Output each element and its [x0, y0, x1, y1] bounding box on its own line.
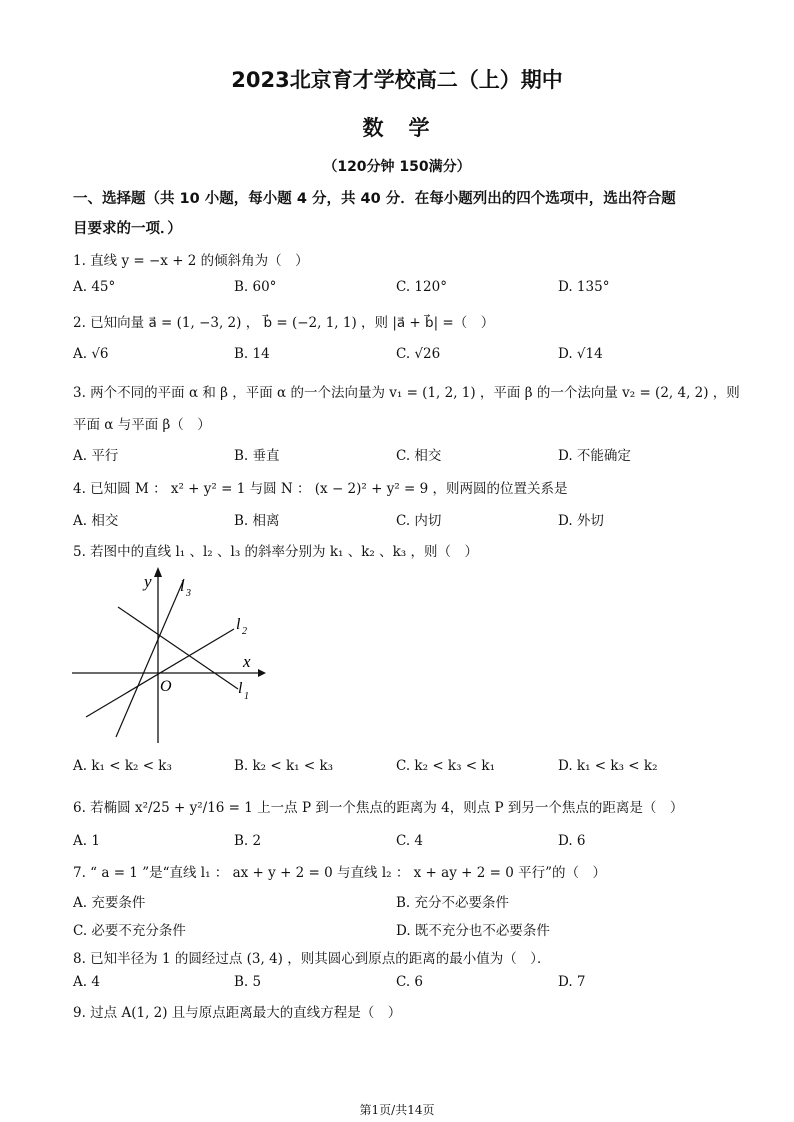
- question-9: 9. 过点 A(1, 2) 且与原点距离最大的直线方程是（ ）: [73, 1005, 402, 1021]
- q6-option-b: B. 2: [234, 833, 262, 849]
- q2-option-d: D. √14: [558, 346, 603, 362]
- q2-option-a: A. √6: [73, 346, 109, 362]
- section-heading-line1: 一、选择题（共 10 小题，每小题 4 分，共 40 分．在每小题列出的四个选项中，选出符合题: [73, 191, 676, 207]
- q3-option-d: D. 不能确定: [558, 448, 631, 464]
- page-title: 2023北京育才学校高二（上）期中: [231, 68, 563, 92]
- q4-option-a: A. 相交: [73, 513, 119, 529]
- q7-option-d: D. 既不充分也不必要条件: [396, 923, 550, 939]
- l3-label: l: [180, 578, 185, 595]
- q1-option-c: C. 120°: [396, 279, 447, 295]
- question-4: 4. 已知圆 M ： x² + y² = 1 与圆 N ： (x − 2)² + y² = 9 ，则两圆的位置关系是: [73, 481, 568, 497]
- q8-option-a: A. 4: [73, 974, 100, 990]
- q5-option-c: C. k₂ < k₃ < k₁: [396, 758, 495, 774]
- q6-option-c: C. 4: [396, 833, 424, 849]
- q6-option-d: D. 6: [558, 833, 586, 849]
- q4-option-c: C. 内切: [396, 513, 442, 529]
- question-7: 7. “ a = 1 ”是“直线 l₁ ： ax + y + 2 = 0 与直线 l₂ ： x + ay + 2 = 0 平行”的（ ）: [73, 865, 606, 881]
- q4-option-d: D. 外切: [558, 513, 604, 529]
- q5-option-b: B. k₂ < k₁ < k₃: [234, 758, 334, 774]
- q3-option-a: A. 平行: [73, 448, 119, 464]
- q5-option-a: A. k₁ < k₂ < k₃: [73, 758, 172, 774]
- q1-option-d: D. 135°: [558, 279, 610, 295]
- q2-option-b: B. 14: [234, 346, 270, 362]
- page-footer: 第1页/共14页: [359, 1103, 435, 1117]
- q7-option-a: A. 充要条件: [73, 895, 146, 911]
- l2-label: l: [236, 616, 241, 633]
- question-8: 8. 已知半径为 1 的圆经过点 (3, 4) ，则其圆心到原点的距离的最小值为（ ）．: [73, 951, 551, 967]
- x-axis-arrow: [258, 669, 266, 677]
- question-3: 3. 两个不同的平面 α 和 β ，平面 α 的一个法向量为 v₁ = (1, 2, 1) ，平面 β 的一个法向量 v₂ = (2, 4, 2) ，则: [73, 385, 740, 401]
- q7-option-c: C. 必要不充分条件: [73, 923, 186, 939]
- line-l1: [118, 607, 238, 689]
- question-2: 2. 已知向量 a⃗ = (1, −3, 2) ， b⃗ = (−2, 1, 1) ，则 |a⃗ + b⃗| =（ ）: [73, 315, 495, 331]
- q1-option-a: A. 45°: [73, 279, 116, 295]
- line-l3: [116, 579, 184, 737]
- section-heading-line2: 目要求的一项．）: [73, 221, 182, 237]
- q7-option-b: B. 充分不必要条件: [396, 895, 510, 911]
- q8-option-d: D. 7: [558, 974, 586, 990]
- y-axis-arrow: [154, 567, 162, 577]
- subject-title: 数 学: [362, 116, 432, 140]
- l1-subscript: 1: [244, 691, 249, 702]
- l2-subscript: 2: [242, 626, 247, 637]
- x-axis-label: x: [243, 652, 251, 671]
- q3-option-c: C. 相交: [396, 448, 442, 464]
- y-axis-label: y: [144, 572, 152, 591]
- q8-option-c: C. 6: [396, 974, 424, 990]
- question-1: 1. 直线 y = −x + 2 的倾斜角为（ ）: [73, 253, 309, 269]
- q5-option-d: D. k₁ < k₃ < k₂: [558, 758, 658, 774]
- l1-label: l: [238, 680, 243, 697]
- question-6: 6. 若椭圆 x²/25 + y²/16 = 1 上一点 P 到一个焦点的距离为 4，则点 P 到另一个焦点的距离是（ ）: [73, 800, 684, 816]
- q4-option-b: B. 相离: [234, 513, 280, 529]
- question-5: 5. 若图中的直线 l₁ 、l₂ 、l₃ 的斜率分别为 k₁ 、k₂ 、k₃ ，则（ ）: [73, 544, 478, 560]
- lines-figure: [60, 565, 280, 750]
- l3-subscript: 3: [186, 588, 191, 599]
- q8-option-b: B. 5: [234, 974, 262, 990]
- question-3-cont: 平面 α 与平面 β（ ）: [73, 417, 211, 433]
- q3-option-b: B. 垂直: [234, 448, 280, 464]
- q1-option-b: B. 60°: [234, 279, 277, 295]
- q6-option-a: A. 1: [73, 833, 100, 849]
- exam-duration: （120分钟 150满分）: [323, 159, 471, 175]
- q2-option-c: C. √26: [396, 346, 441, 362]
- origin-label: O: [160, 678, 172, 695]
